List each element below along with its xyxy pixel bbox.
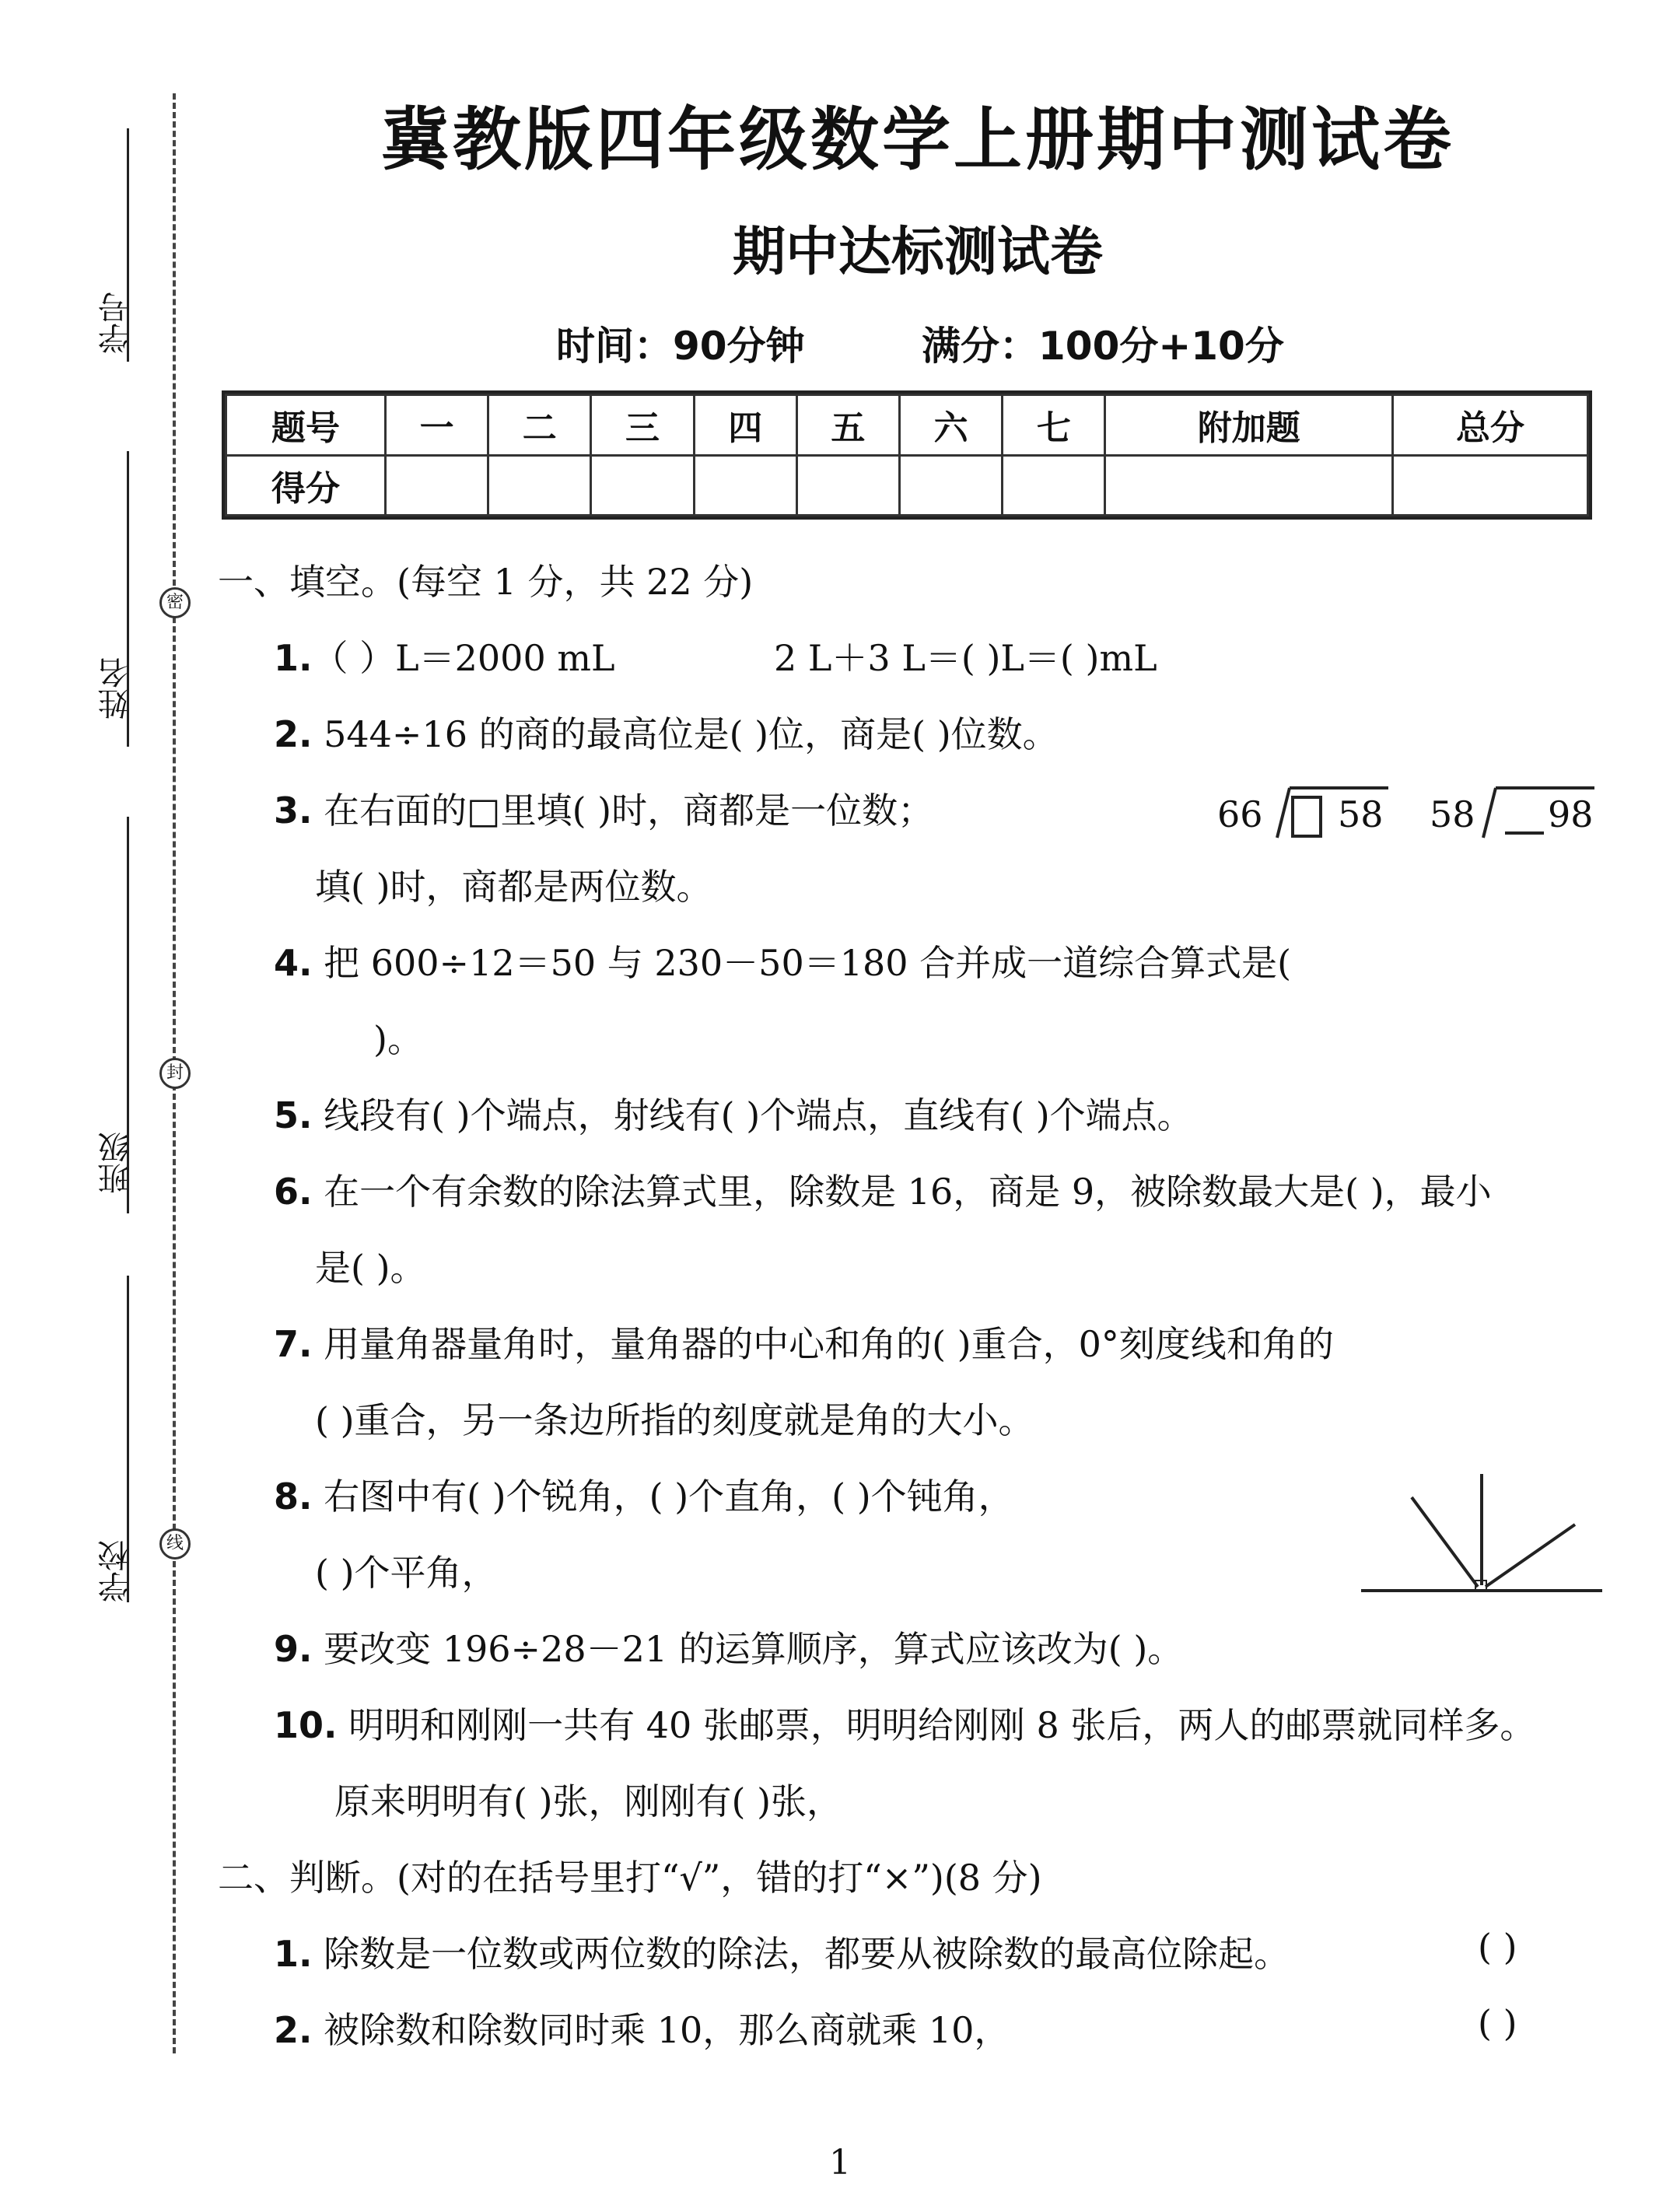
- seal-mi: 密: [159, 587, 191, 618]
- score-header-cell: 二: [488, 395, 591, 456]
- score-header-cell: 三: [591, 395, 694, 456]
- page-subtitle: 期中达标测试卷: [732, 222, 1103, 283]
- angle-figure: [1357, 1470, 1606, 1602]
- school-label: 学校: [98, 1540, 134, 1602]
- section2-heading: 二、判断。(对的在括号里打“√”，错的打“×”)(8 分): [218, 1857, 1042, 1899]
- score-input-cell[interactable]: [1105, 455, 1393, 516]
- division-2-dividend: 98: [1548, 793, 1594, 835]
- name-label: 姓名: [98, 657, 134, 719]
- question-8b: ( )个平角，: [315, 1552, 498, 1594]
- question-2: 2. 544÷16 的商的最高位是( )位，商是( )位数。: [274, 713, 1059, 755]
- score-header-cell: 七: [1003, 395, 1105, 456]
- score-input-cell[interactable]: [488, 455, 591, 516]
- score-header-cell: 六: [900, 395, 1003, 456]
- score-table-header-row: [226, 395, 1588, 456]
- judge-2: 2. 被除数和除数同时乘 10，那么商就乘 10，: [274, 2009, 1010, 2051]
- score-header-cell: 题号: [226, 395, 386, 456]
- score-input-cell[interactable]: [591, 455, 694, 516]
- time-label: 时间：90分钟: [556, 324, 805, 369]
- page-number: 1: [829, 2143, 851, 2183]
- question-7a: 7. 用量角器量角时，量角器的中心和角的( )重合，0°刻度线和角的: [274, 1323, 1334, 1365]
- seal-xian: 线: [159, 1528, 191, 1560]
- question-9: 9. 要改变 196÷28－21 的运算顺序，算式应该改为( )。: [274, 1628, 1184, 1670]
- class-label: 班级: [98, 1132, 134, 1194]
- score-header-cell: 四: [694, 395, 796, 456]
- score-header-cell: 五: [796, 395, 899, 456]
- score-table-score-row: [226, 455, 1588, 516]
- question-1a: 1.（ ）L＝2000 mL: [274, 637, 615, 679]
- score-label: 满分：100分+10分: [922, 324, 1284, 369]
- score-input-cell[interactable]: [386, 455, 488, 516]
- score-header-cell: 一: [386, 395, 488, 456]
- question-3b: 填( )时，商都是两位数。: [315, 866, 712, 908]
- score-input-cell[interactable]: [900, 455, 1003, 516]
- score-row-label: 得分: [226, 455, 386, 516]
- question-6b: 是( )。: [315, 1247, 426, 1289]
- judge-1: 1. 除数是一位数或两位数的除法，都要从被除数的最高位除起。: [274, 1933, 1290, 1975]
- section1-heading: 一、填空。(每空 1 分，共 22 分): [218, 561, 754, 603]
- score-input-cell[interactable]: [1003, 455, 1105, 516]
- division-1-dividend: 58: [1338, 793, 1384, 835]
- score-input-cell[interactable]: [796, 455, 899, 516]
- question-1b: 2 L＋3 L＝( )L＝( )mL: [774, 637, 1157, 679]
- score-table: [222, 390, 1592, 520]
- score-input-cell[interactable]: [1393, 455, 1588, 516]
- student-no-label: 学号: [98, 292, 134, 354]
- score-input-cell[interactable]: [694, 455, 796, 516]
- score-header-cell: 附加题: [1105, 395, 1393, 456]
- question-8a: 8. 右图中有( )个锐角，( )个直角，( )个钝角，: [274, 1476, 1014, 1518]
- question-4a: 4. 把 600÷12＝50 与 230－50＝180 合并成一道综合算式是(: [274, 942, 1292, 984]
- question-10a: 10. 明明和刚刚一共有 40 张邮票，明明给刚刚 8 张后，两人的邮票就同样多。: [274, 1704, 1536, 1746]
- question-3a: 3. 在右面的□里填( )时，商都是一位数；: [274, 789, 934, 831]
- question-10b: 原来明明有( )张，刚刚有( )张，: [334, 1780, 843, 1822]
- division-2-divisor: 58: [1430, 793, 1475, 835]
- question-7b: ( )重合，另一条边所指的刻度就是角的大小。: [315, 1399, 1034, 1441]
- question-5: 5. 线段有( )个端点，射线有( )个端点，直线有( )个端点。: [274, 1094, 1193, 1136]
- division-1-divisor: 66: [1217, 793, 1263, 835]
- question-4b: )。: [373, 1018, 423, 1060]
- judge-1-answer[interactable]: ( ): [1478, 1926, 1517, 1968]
- judge-2-answer[interactable]: ( ): [1478, 2002, 1517, 2044]
- seal-feng: 封: [159, 1058, 191, 1089]
- question-6a: 6. 在一个有余数的除法算式里，除数是 16，商是 9，被除数最大是( )，最小: [274, 1171, 1492, 1213]
- score-header-cell: 总分: [1393, 395, 1588, 456]
- page-title: 冀教版四年级数学上册期中测试卷: [380, 100, 1454, 180]
